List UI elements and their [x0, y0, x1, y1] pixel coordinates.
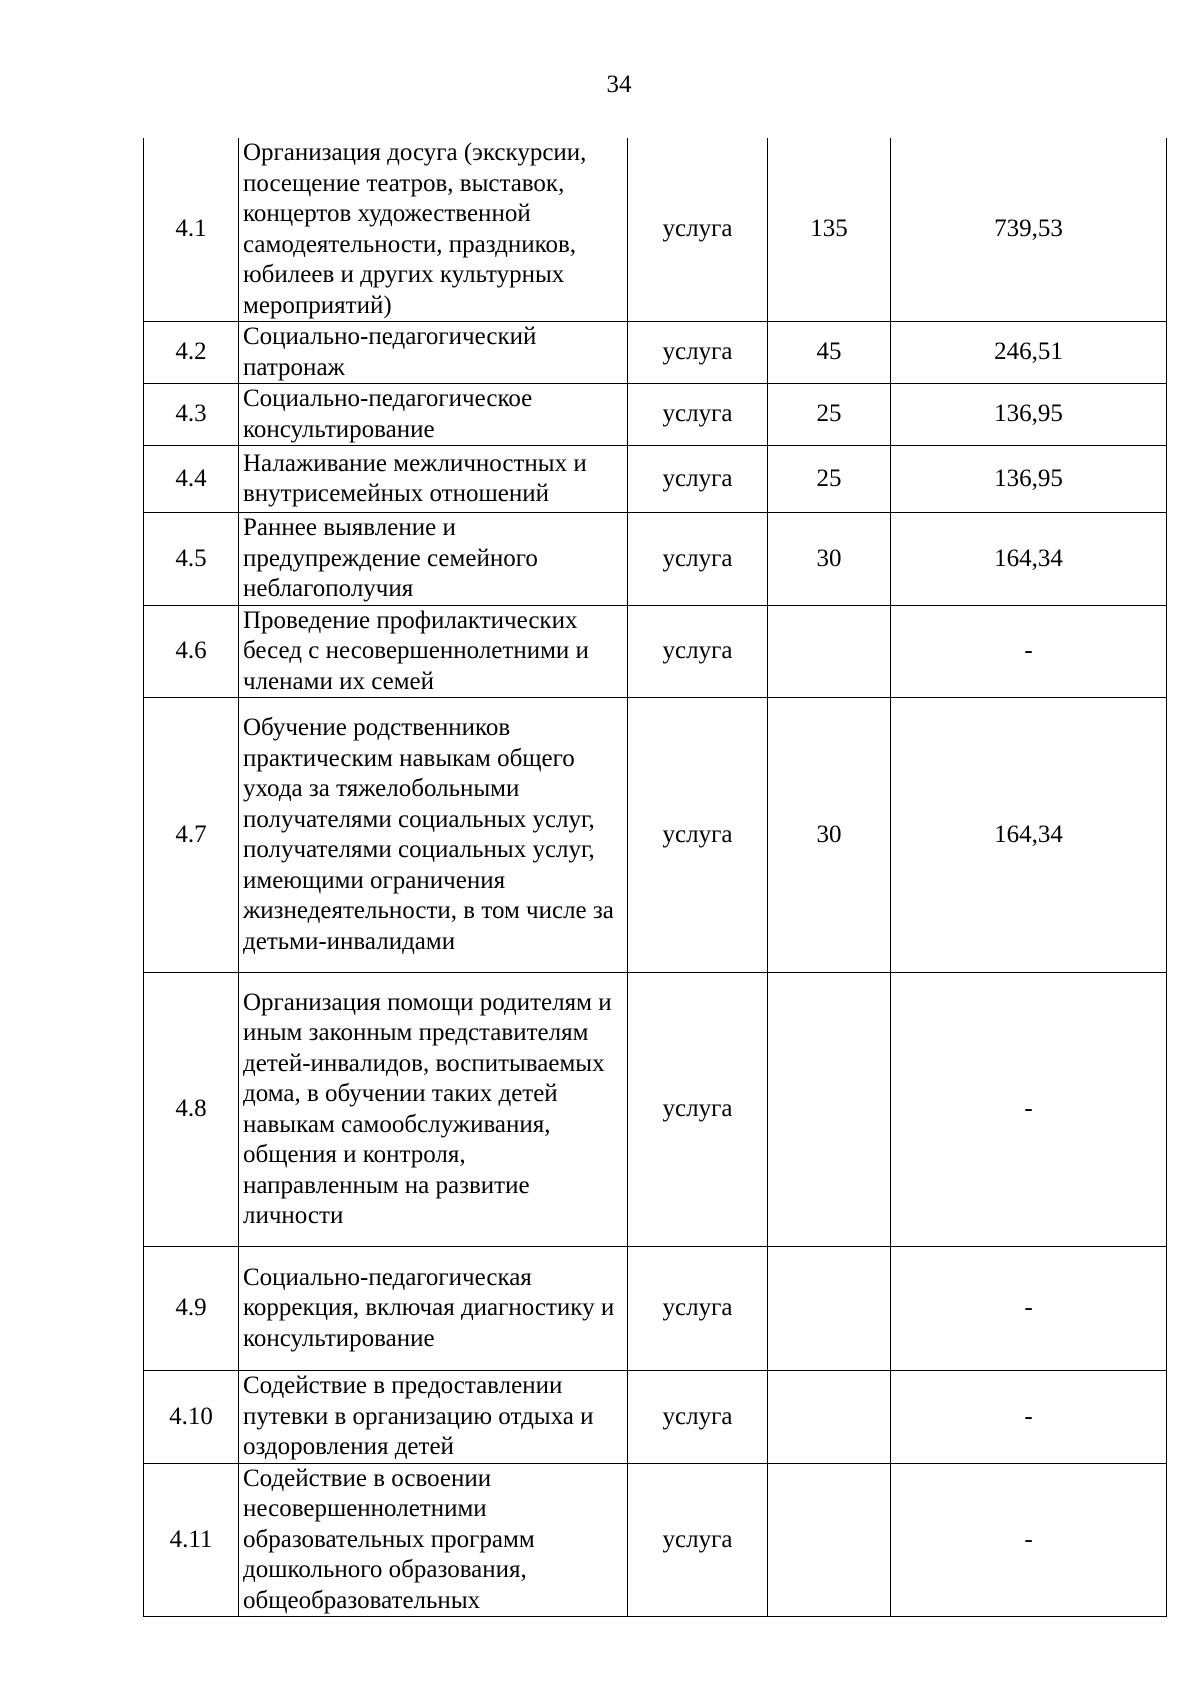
- unit-of-measure: услуга: [628, 1371, 768, 1464]
- service-name: Обучение родственников практическим навыкам общего ухода за тяжелобольными получателями социальных услуг, получателями социальных услуг, имеющими ограничения жизнедеятельности, в том числе за детьми-инвалидами: [239, 698, 628, 973]
- service-name: Социально-педагогическое консультирование: [239, 384, 628, 446]
- table-row: [144, 384, 1167, 446]
- unit-of-measure: услуга: [628, 513, 768, 606]
- cost: -: [891, 1247, 1167, 1371]
- service-name: Раннее выявление и предупреждение семейного неблагополучия: [239, 513, 628, 606]
- cost: 246,51: [891, 322, 1167, 384]
- cost: 136,95: [891, 446, 1167, 513]
- unit-of-measure: услуга: [628, 605, 768, 698]
- cost: -: [891, 1463, 1167, 1617]
- service-name: Социально-педагогический патронаж: [239, 322, 628, 384]
- table-row: [144, 322, 1167, 384]
- unit-of-measure: услуга: [628, 446, 768, 513]
- row-number: 4.11: [144, 1463, 239, 1617]
- service-name: Содействие в освоении несовершеннолетними образовательных программ дошкольного образования, общеобразовательных: [239, 1463, 628, 1617]
- table-row: [144, 605, 1167, 698]
- quantity: 25: [768, 446, 891, 513]
- unit-of-measure: услуга: [628, 1247, 768, 1371]
- unit-of-measure: услуга: [628, 698, 768, 973]
- cost: -: [891, 1371, 1167, 1464]
- service-name: Организация досуга (экскурсии, посещение театров, выставок, концертов художественной самодеятельности, праздников, юбилеев и других культурных мероприятий): [239, 138, 628, 322]
- row-number: 4.10: [144, 1371, 239, 1464]
- cost: 739,53: [891, 138, 1167, 322]
- row-number: 4.1: [144, 138, 239, 322]
- row-number: 4.9: [144, 1247, 239, 1371]
- table-row: [144, 513, 1167, 606]
- quantity: 25: [768, 384, 891, 446]
- row-number: 4.7: [144, 698, 239, 973]
- table-row: [144, 138, 1167, 322]
- cost: 164,34: [891, 698, 1167, 973]
- row-number: 4.3: [144, 384, 239, 446]
- row-number: 4.5: [144, 513, 239, 606]
- quantity: [768, 1463, 891, 1617]
- table-row: [144, 1247, 1167, 1371]
- service-name: Проведение профилактических бесед с несовершеннолетними и членами их семей: [239, 605, 628, 698]
- cost: -: [891, 605, 1167, 698]
- cost: 164,34: [891, 513, 1167, 606]
- service-name: Социально-педагогическая коррекция, включая диагностику и консультирование: [239, 1247, 628, 1371]
- service-name: Содействие в предоставлении путевки в организацию отдыха и оздоровления детей: [239, 1371, 628, 1464]
- cost: -: [891, 973, 1167, 1247]
- unit-of-measure: услуга: [628, 384, 768, 446]
- quantity: 45: [768, 322, 891, 384]
- table-row: [144, 1463, 1167, 1617]
- quantity: 30: [768, 698, 891, 973]
- quantity: [768, 973, 891, 1247]
- table-row: [144, 973, 1167, 1247]
- table-row: [144, 446, 1167, 513]
- quantity: 135: [768, 138, 891, 322]
- unit-of-measure: услуга: [628, 138, 768, 322]
- quantity: [768, 1247, 891, 1371]
- quantity: [768, 605, 891, 698]
- row-number: 4.8: [144, 973, 239, 1247]
- table-row: [144, 1371, 1167, 1464]
- page-number: 34: [606, 71, 632, 98]
- service-name: Налаживание межличностных и внутрисемейных отношений: [239, 446, 628, 513]
- quantity: [768, 1371, 891, 1464]
- unit-of-measure: услуга: [628, 1463, 768, 1617]
- table-row: [144, 698, 1167, 973]
- row-number: 4.2: [144, 322, 239, 384]
- service-name: Организация помощи родителям и иным законным представителям детей-инвалидов, воспитываемых дома, в обучении таких детей навыкам самообслуживания, общения и контроля, направленным на развитие личности: [239, 973, 628, 1247]
- row-number: 4.4: [144, 446, 239, 513]
- row-number: 4.6: [144, 605, 239, 698]
- cost: 136,95: [891, 384, 1167, 446]
- unit-of-measure: услуга: [628, 322, 768, 384]
- unit-of-measure: услуга: [628, 973, 768, 1247]
- services-table: [143, 138, 1167, 1617]
- quantity: 30: [768, 513, 891, 606]
